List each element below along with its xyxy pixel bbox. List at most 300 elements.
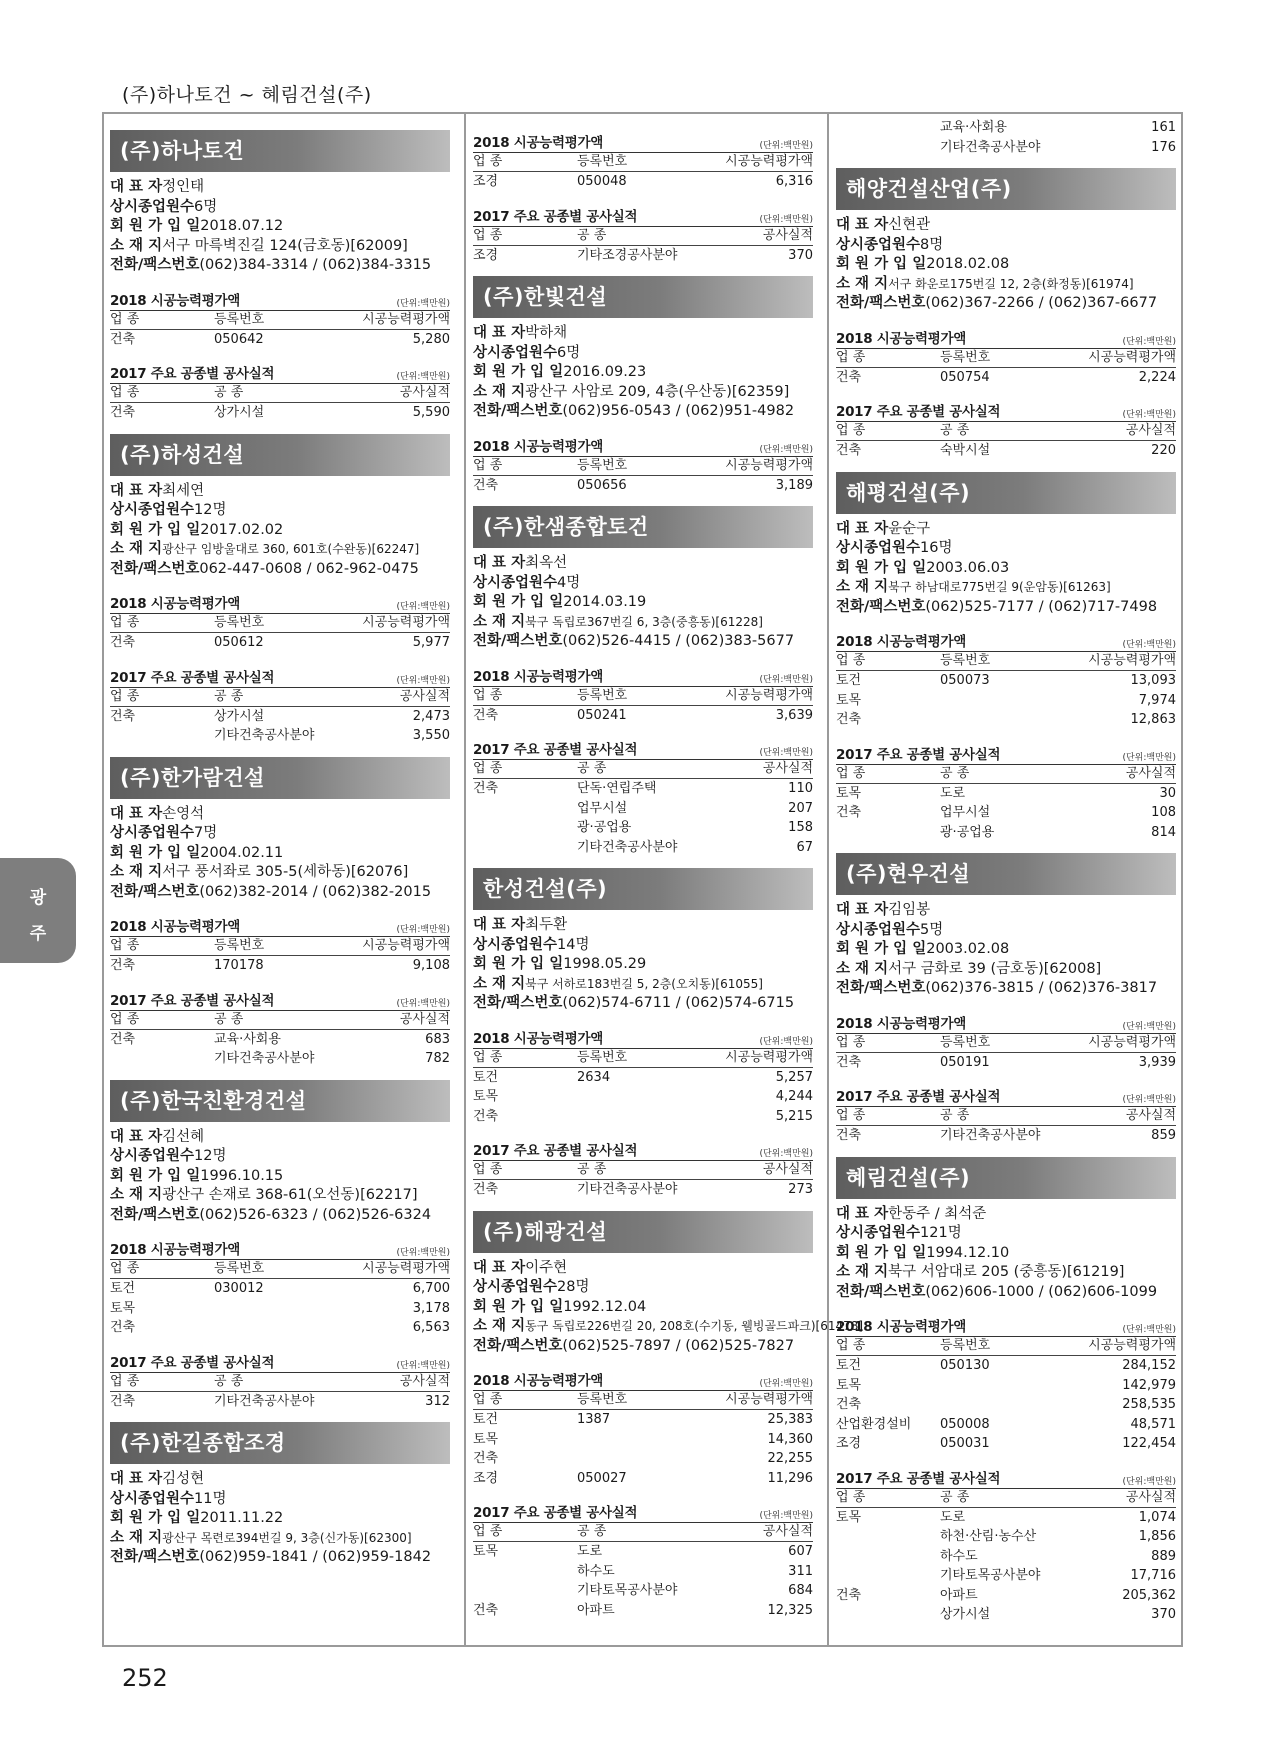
table-row — [473, 706, 813, 726]
table-cell: 050027 — [577, 1470, 627, 1486]
column-header: 공 종 — [940, 1108, 970, 1123]
info-row — [473, 344, 813, 364]
info-row — [110, 178, 450, 198]
table-header — [473, 1523, 813, 1542]
table-row — [836, 1376, 1176, 1396]
column-header: 시공능력평가액 — [362, 938, 450, 953]
info-row — [473, 1259, 813, 1279]
info-row — [836, 921, 1176, 941]
table-row — [473, 1107, 813, 1127]
table-cell: 건축 — [836, 712, 862, 727]
table-cell: 14,360 — [767, 1431, 813, 1447]
table-row — [836, 1053, 1176, 1073]
info-row — [473, 363, 813, 383]
info-label: 대 표 자 — [473, 325, 526, 341]
table-cell: 050612 — [214, 635, 264, 650]
section-name: 2018 시공능력평가액 — [836, 330, 966, 347]
info-label: 대 표 자 — [836, 217, 889, 233]
column-header: 공사실적 — [1125, 1489, 1176, 1505]
column-header: 등록번호 — [940, 1034, 991, 1050]
info-label: 소 재 지 — [473, 383, 526, 400]
unit-label: (단위:백만원) — [759, 444, 813, 455]
company-name: 해평건설(주) — [836, 472, 1176, 514]
table-cell: 교육·사회용 — [940, 120, 1007, 135]
table-cell: 220 — [1151, 443, 1176, 458]
info-value: 062-447-0608 / 062-962-0475 — [199, 560, 419, 577]
column-header: 공 종 — [577, 227, 607, 243]
info-label: 회 원 가 입 일 — [473, 956, 564, 972]
section-name: 2017 주요 공종별 공사실적 — [836, 404, 1001, 420]
table-cell: 13,093 — [1130, 673, 1176, 688]
table-cell: 광·공업용 — [577, 820, 632, 835]
table-cell: 기타토목공사분야 — [940, 1568, 1041, 1583]
info-value: 1998.05.29 — [563, 956, 647, 972]
table-cell — [214, 1318, 330, 1338]
column-header: 업 종 — [473, 687, 503, 703]
table-cell: 토목 — [836, 692, 862, 708]
info-row — [110, 824, 450, 844]
section-title — [473, 1139, 813, 1161]
column-header: 시공능력평가액 — [362, 615, 450, 630]
column-header: 공 종 — [214, 1011, 244, 1027]
table-row — [836, 1508, 1176, 1528]
table-cell: 건축 — [110, 1031, 136, 1047]
unit-label: (단위:백만원) — [1122, 1325, 1176, 1335]
unit-label: (단위:백만원) — [396, 998, 450, 1009]
info-value: 최두환 — [525, 917, 568, 933]
section-title — [836, 1085, 1176, 1107]
section-name: 2017 주요 공종별 공사실적 — [110, 1354, 275, 1371]
info-label: 전화/팩스번호 — [110, 883, 200, 900]
company-name: (주)한샘종합토건 — [473, 506, 813, 548]
column-header: 공사실적 — [1125, 423, 1176, 438]
table-cell: 9,108 — [412, 958, 450, 973]
info-row — [110, 198, 450, 218]
table-cell: 건축 — [836, 1128, 862, 1143]
column-header: 업 종 — [110, 1011, 140, 1027]
column-header: 시공능력평가액 — [1088, 349, 1176, 365]
table-cell: 토건 — [836, 673, 862, 688]
column-header: 시공능력평가액 — [362, 311, 450, 327]
table-row — [110, 956, 450, 976]
info-label: 상시종업원수 — [836, 540, 921, 556]
section-title — [473, 738, 813, 760]
table-header — [836, 652, 1176, 671]
table-cell: 도로 — [577, 1544, 603, 1559]
column-header: 등록번호 — [577, 1392, 628, 1407]
table-cell: 370 — [1151, 1607, 1176, 1622]
section-name: 2017 주요 공종별 공사실적 — [110, 669, 275, 686]
column-2 — [473, 118, 864, 1631]
table-cell: 조경 — [473, 1470, 499, 1486]
table-cell: 684 — [788, 1583, 813, 1598]
table-cell: 건축 — [836, 1054, 862, 1070]
table-cell — [940, 691, 1056, 711]
table-cell: 2634 — [577, 1069, 611, 1085]
company-entry — [473, 868, 813, 1200]
info-value: (062)606-1000 / (062)606-1099 — [925, 1283, 1158, 1300]
info-value: (062)367-2266 / (062)367-6677 — [925, 295, 1158, 311]
table-row — [836, 441, 1176, 461]
column-header: 시공능력평가액 — [725, 457, 813, 473]
info-row — [110, 1147, 450, 1167]
table-cell — [836, 823, 940, 843]
column-header: 업 종 — [473, 227, 503, 243]
section-title — [473, 1027, 813, 1049]
info-value: (062)382-2014 / (062)382-2015 — [199, 883, 432, 900]
table-cell: 아파트 — [577, 1602, 615, 1618]
unit-label: (단위:백만원) — [1122, 1476, 1176, 1487]
info-row — [110, 1529, 450, 1549]
info-label: 소 재 지 — [836, 275, 889, 292]
table-row — [473, 1449, 813, 1469]
section-title — [836, 1467, 1176, 1489]
table-cell — [214, 1299, 330, 1319]
section-name: 2018 시공능력평가액 — [110, 596, 240, 612]
table-cell: 건축 — [836, 805, 862, 820]
info-label: 소 재 지 — [473, 975, 526, 992]
table-cell — [473, 838, 577, 858]
info-value: (062)526-6323 / (062)526-6324 — [199, 1206, 432, 1223]
info-label: 대 표 자 — [836, 1205, 889, 1222]
table-cell: 토목 — [110, 1300, 136, 1316]
info-row — [473, 324, 813, 344]
info-row — [110, 540, 450, 560]
section-title — [836, 327, 1176, 349]
table-row — [473, 172, 813, 192]
table-cell: 6,316 — [775, 174, 813, 189]
table-row — [473, 818, 813, 838]
table-cell: 050031 — [940, 1436, 990, 1451]
table-cell: 토목 — [473, 1431, 499, 1447]
table-cell — [940, 710, 1056, 730]
section-name: 2018 시공능력평가액 — [110, 1242, 240, 1258]
info-row — [473, 975, 813, 995]
company-entry — [473, 1211, 864, 1621]
table-cell — [473, 1562, 577, 1582]
column-header: 공사실적 — [762, 227, 813, 243]
table-cell: 조경 — [473, 174, 499, 189]
info-value: 2004.02.11 — [200, 844, 284, 861]
table-cell: 11,296 — [767, 1470, 813, 1486]
info-label: 전화/팩스번호 — [836, 980, 926, 996]
info-value: 1994.12.10 — [926, 1244, 1010, 1261]
section-name: 2017 주요 공종별 공사실적 — [110, 992, 275, 1009]
table-row — [836, 1415, 1176, 1435]
table-row — [836, 784, 1176, 804]
info-value: 광산구 목련로394번길 9, 3층(신가동)[62300] — [162, 1530, 412, 1545]
table-cell: 050048 — [577, 174, 627, 189]
table-cell: 하천·산림·농수산 — [940, 1529, 1037, 1544]
table-header — [473, 1391, 813, 1410]
section-title — [110, 289, 450, 311]
table-cell: 683 — [425, 1031, 450, 1047]
table-row — [110, 403, 450, 423]
info-value: 정인태 — [162, 179, 205, 195]
info-row — [473, 593, 813, 613]
info-label: 회 원 가 입 일 — [110, 1167, 201, 1184]
column-header: 업 종 — [110, 1261, 140, 1276]
table-cell: 건축 — [110, 1393, 136, 1409]
section-title — [110, 362, 450, 384]
info-value: 2011.11.22 — [200, 1510, 284, 1526]
info-row — [110, 1509, 450, 1529]
info-label: 전화/팩스번호 — [110, 560, 200, 577]
info-row — [836, 960, 1176, 980]
table-cell: 050073 — [940, 673, 990, 688]
table-row — [473, 1410, 813, 1430]
info-label: 전화/팩스번호 — [473, 995, 563, 1011]
table-header — [473, 1161, 813, 1180]
section-title — [110, 1351, 450, 1373]
column-header: 시공능력평가액 — [725, 1049, 813, 1065]
info-label: 대 표 자 — [473, 1259, 526, 1276]
info-label: 전화/팩스번호 — [473, 633, 563, 649]
column-header: 공사실적 — [399, 688, 450, 704]
company-entry — [836, 472, 1176, 843]
info-value: 1996.10.15 — [200, 1167, 284, 1184]
table-row — [473, 1562, 813, 1582]
column-header: 등록번호 — [577, 154, 628, 169]
info-row — [836, 520, 1176, 540]
table-cell: 기타건축공사분야 — [214, 1393, 315, 1409]
info-row — [473, 936, 813, 956]
table-cell: 건축 — [836, 1587, 862, 1603]
table-cell — [473, 818, 577, 838]
info-label: 대 표 자 — [836, 520, 889, 537]
table-cell: 7,974 — [1138, 692, 1176, 708]
table-cell: 토건 — [836, 1358, 862, 1373]
table-cell: 건축 — [473, 1182, 499, 1197]
table-cell: 176 — [1151, 139, 1176, 155]
table-cell: 050191 — [940, 1054, 990, 1070]
column-header: 공사실적 — [762, 761, 813, 776]
info-value: 2003.02.08 — [926, 941, 1010, 957]
company-name: (주)한빛건설 — [473, 276, 813, 318]
info-value: 4명 — [557, 574, 581, 591]
info-row — [836, 901, 1176, 921]
unit-label: (단위:백만원) — [396, 298, 450, 309]
section-name: 2017 주요 공종별 공사실적 — [473, 742, 638, 758]
table-cell: 도로 — [940, 785, 966, 801]
section-name: 2018 시공능력평가액 — [110, 919, 240, 935]
table-row — [836, 803, 1176, 823]
info-label: 회 원 가 입 일 — [473, 1298, 564, 1315]
info-label: 상시종업원수 — [110, 502, 195, 518]
info-row — [836, 1224, 1176, 1244]
table-cell — [940, 1376, 1056, 1396]
table-cell: 273 — [788, 1182, 813, 1197]
table-cell: 건축 — [836, 369, 862, 385]
info-row — [473, 632, 813, 652]
info-label: 소 재 지 — [473, 613, 526, 630]
info-row — [836, 539, 1176, 559]
section-name: 2017 주요 공종별 공사실적 — [473, 1143, 638, 1159]
info-value: 5명 — [920, 921, 944, 938]
table-header — [836, 1034, 1176, 1053]
info-row — [836, 559, 1176, 579]
table-cell: 108 — [1151, 805, 1176, 820]
company-entry — [110, 1080, 450, 1412]
table-row — [110, 1318, 450, 1338]
table-cell: 4,244 — [775, 1089, 813, 1104]
table-cell — [577, 1087, 693, 1107]
table-cell: 889 — [1151, 1548, 1176, 1564]
table-cell: 건축 — [836, 1397, 862, 1412]
column-header: 공 종 — [940, 1489, 970, 1505]
table-cell: 67 — [796, 839, 813, 855]
company-entry — [836, 853, 1176, 1146]
table-cell: 782 — [425, 1051, 450, 1066]
info-row — [110, 1167, 450, 1187]
table-cell: 토목 — [836, 1377, 862, 1393]
info-value: 북구 서암대로 205 (중흥동)[61219] — [888, 1264, 1125, 1280]
table-cell: 1,856 — [1138, 1529, 1176, 1544]
section-title — [836, 1315, 1176, 1337]
info-label: 회 원 가 입 일 — [110, 844, 201, 861]
table-row — [836, 671, 1176, 691]
table-cell: 건축 — [473, 1602, 499, 1618]
table-cell: 3,178 — [412, 1300, 450, 1316]
unit-label: (단위:백만원) — [759, 1036, 813, 1047]
info-label: 소 재 지 — [836, 960, 889, 977]
table-cell: 1387 — [577, 1412, 611, 1427]
info-label: 상시종업원수 — [473, 344, 558, 361]
unit-label: (단위:백만원) — [1122, 336, 1176, 347]
info-label: 대 표 자 — [110, 1471, 163, 1487]
table-header — [836, 1337, 1176, 1356]
company-entry — [836, 118, 1176, 157]
table-row — [836, 823, 1176, 843]
table-cell: 370 — [788, 247, 813, 263]
column-header: 시공능력평가액 — [725, 1392, 813, 1407]
table-cell: 하수도 — [577, 1563, 615, 1579]
table-cell: 교육·사회용 — [214, 1031, 281, 1047]
section-name: 2017 주요 공종별 공사실적 — [473, 208, 638, 225]
info-row — [110, 844, 450, 864]
column-header: 공 종 — [214, 385, 244, 400]
page-header: (주)하나토건 ~ 혜림건설(주) — [122, 84, 372, 106]
info-label: 회 원 가 입 일 — [836, 1244, 927, 1261]
table-cell — [836, 1527, 940, 1547]
info-value: 14명 — [557, 936, 590, 953]
table-cell: 업무시설 — [940, 805, 991, 820]
info-value: 8명 — [920, 236, 944, 253]
company-name: (주)한국친환경건설 — [110, 1080, 450, 1122]
column-header: 등록번호 — [940, 653, 991, 668]
section-name: 2018 시공능력평가액 — [473, 438, 603, 455]
column-header: 등록번호 — [940, 1338, 991, 1353]
info-row — [473, 574, 813, 594]
info-row — [836, 940, 1176, 960]
table-cell: 3,189 — [775, 477, 813, 493]
table-row — [473, 779, 813, 799]
table-row — [473, 1542, 813, 1562]
unit-label: (단위:백만원) — [759, 1379, 813, 1389]
info-label: 회 원 가 입 일 — [836, 559, 927, 576]
table-cell: 토건 — [473, 1412, 499, 1427]
unit-label: (단위:백만원) — [759, 748, 813, 758]
info-value: 서구 마륵벽진길 124(금호동)[62009] — [162, 237, 408, 254]
table-row — [473, 1068, 813, 1088]
table-cell: 6,700 — [412, 1281, 450, 1296]
info-row — [473, 402, 813, 422]
table-row — [836, 710, 1176, 730]
table-cell: 284,152 — [1122, 1358, 1176, 1373]
table-row — [110, 1299, 450, 1319]
table-cell: 숙박시설 — [940, 443, 991, 458]
info-value: (062)384-3314 / (062)384-3315 — [199, 257, 432, 273]
info-label: 소 재 지 — [473, 1318, 526, 1334]
company-entry — [473, 506, 813, 857]
info-row — [110, 883, 450, 903]
table-row — [836, 118, 1176, 138]
column-header: 등록번호 — [577, 1049, 628, 1065]
table-cell: 토목 — [836, 1509, 862, 1525]
table-header — [473, 687, 813, 706]
table-header — [110, 311, 450, 330]
info-row — [110, 521, 450, 541]
table-header — [836, 349, 1176, 368]
unit-label: (단위:백만원) — [759, 141, 813, 151]
column-header: 업 종 — [110, 615, 140, 630]
region-tab-char: 주 — [29, 924, 47, 944]
column-header: 업 종 — [836, 423, 866, 438]
section-name: 2018 시공능력평가액 — [473, 668, 603, 685]
column-header: 업 종 — [836, 1108, 866, 1123]
info-label: 전화/팩스번호 — [110, 1549, 200, 1565]
info-value: (062)959-1841 / (062)959-1842 — [199, 1549, 432, 1565]
table-cell: 건축 — [110, 635, 136, 650]
section-title — [473, 1369, 813, 1391]
table-cell — [836, 1566, 940, 1586]
info-value: 16명 — [920, 540, 953, 556]
column-header: 등록번호 — [214, 938, 265, 953]
table-cell: 건축 — [473, 1451, 499, 1466]
unit-label: (단위:백만원) — [396, 925, 450, 935]
company-name: 한성건설(주) — [473, 868, 813, 910]
info-label: 대 표 자 — [110, 1128, 163, 1145]
info-label: 전화/팩스번호 — [473, 1337, 563, 1354]
info-row — [836, 578, 1176, 598]
company-entry — [836, 168, 1176, 461]
column-header: 업 종 — [473, 457, 503, 473]
unit-label: (단위:백만원) — [396, 1248, 450, 1258]
table-cell: 48,571 — [1130, 1416, 1176, 1432]
table-row — [836, 1566, 1176, 1586]
unit-label: (단위:백만원) — [396, 372, 450, 382]
unit-label: (단위:백만원) — [1122, 1021, 1176, 1032]
info-value: 윤순구 — [888, 520, 931, 537]
table-cell: 5,215 — [775, 1108, 813, 1124]
table-cell: 161 — [1151, 120, 1176, 135]
table-cell: 건축 — [836, 443, 862, 458]
info-row — [110, 1206, 450, 1226]
info-label: 소 재 지 — [110, 1187, 163, 1203]
company-entry — [110, 434, 450, 746]
table-cell: 상가시설 — [214, 405, 265, 420]
section-title — [110, 989, 450, 1011]
table-cell: 5,977 — [412, 635, 450, 650]
info-value: 신현관 — [888, 217, 931, 233]
table-cell: 광·공업용 — [940, 824, 995, 840]
info-row — [473, 1278, 813, 1298]
info-value: 12명 — [194, 1148, 227, 1164]
table-row — [110, 726, 450, 746]
company-name: 혜림건설(주) — [836, 1157, 1176, 1199]
table-cell: 조경 — [473, 247, 499, 263]
table-cell: 건축 — [110, 331, 136, 347]
